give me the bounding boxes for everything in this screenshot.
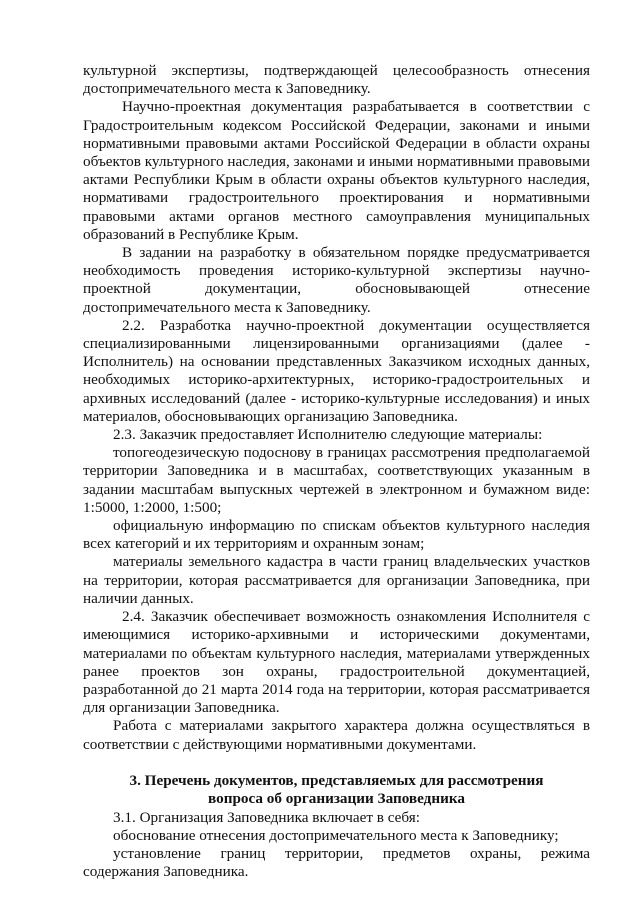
paragraph-classified-materials: Работа с материалами закрытого характера должна осуществляться в соответствии с действующими нормативными документами. <box>83 717 590 753</box>
paragraph-documentation-compliance: Научно-проектная документация разрабатывается в соответствии с Градостроительным кодексом Российской Федерации, законами и иными нормативными правовыми актами Российской Федерации в области охраны объектов культурного наследия, законами и иными нормативными правовыми актами Республики Крым в области охраны объектов культурного наследия, нормативами градостроительного проектирования и нормативными правовыми актами органов местного самоуправления муниципальных образований в Республике Крым. <box>83 98 590 243</box>
list-item-topographic-base: топогеодезическую подоснову в границах рассмотрения предполагаемой территории Заповедника и в масштабах, соответствующих указанным в задании масштабам выпускных чертежей в электронном и бумажном виде: 1:5000, 1:2000, 1:500; <box>83 444 590 516</box>
section-3-heading-line2: вопроса об организации Заповедника <box>208 790 465 808</box>
section-3-heading-line1: 3. Перечень документов, представляемых для рассмотрения <box>129 771 544 789</box>
paragraph-task-requirement: В задании на разработку в обязательном порядке предусматривается необходимость проведения историко-культурной экспертизы научно-проектной документации, обосновывающей отнесение достопримечательного места к Заповеднику. <box>83 244 590 316</box>
section-gap <box>83 754 590 772</box>
paragraph-expertise-continuation: культурной экспертизы, подтверждающей целесообразность отнесения достопримечательного места к Заповеднику. <box>83 62 590 98</box>
paragraph-2-4: 2.4. Заказчик обеспечивает возможность ознакомления Исполнителя с имеющимися историко-архивными и историческими документами, материалами по объектам культурного наследия, материалами утвержденных ранее проектов зон охраны, градостроительной документацией, разработанной до 21 марта 2014 года на территории, которая рассматривается для организации Заповедника. <box>83 608 590 717</box>
list-item-justification: обоснование отнесения достопримечательного места к Заповеднику; <box>113 826 559 844</box>
paragraph-2-2: 2.2. Разработка научно-проектной документации осуществляется специализированными лицензированными организациями (далее - Исполнитель) на основании представленных Заказчиком исходных данных, необходимых историко-архитектурных, историко-градостроительных и архивных исследований (далее - историко-культурные исследования) и иных материалов, обосновывающих организацию Заповедника. <box>83 316 590 425</box>
list-item-boundaries: установление границ территории, предметов охраны, режима содержания Заповедника. <box>83 844 590 881</box>
paragraph-3-1: 3.1. Организация Заповедника включает в себя: <box>113 808 420 826</box>
list-item-heritage-info: официальную информацию по спискам объектов культурного наследия всех категорий и их территориям и охранным зонам; <box>83 517 590 553</box>
list-item-land-cadastre: материалы земельного кадастра в части границ владельческих участков на территории, которая рассматривается для организации Заповедника, при наличии данных. <box>83 553 590 607</box>
paragraph-2-3: 2.3. Заказчик предоставляет Исполнителю следующие материалы: <box>113 426 543 444</box>
